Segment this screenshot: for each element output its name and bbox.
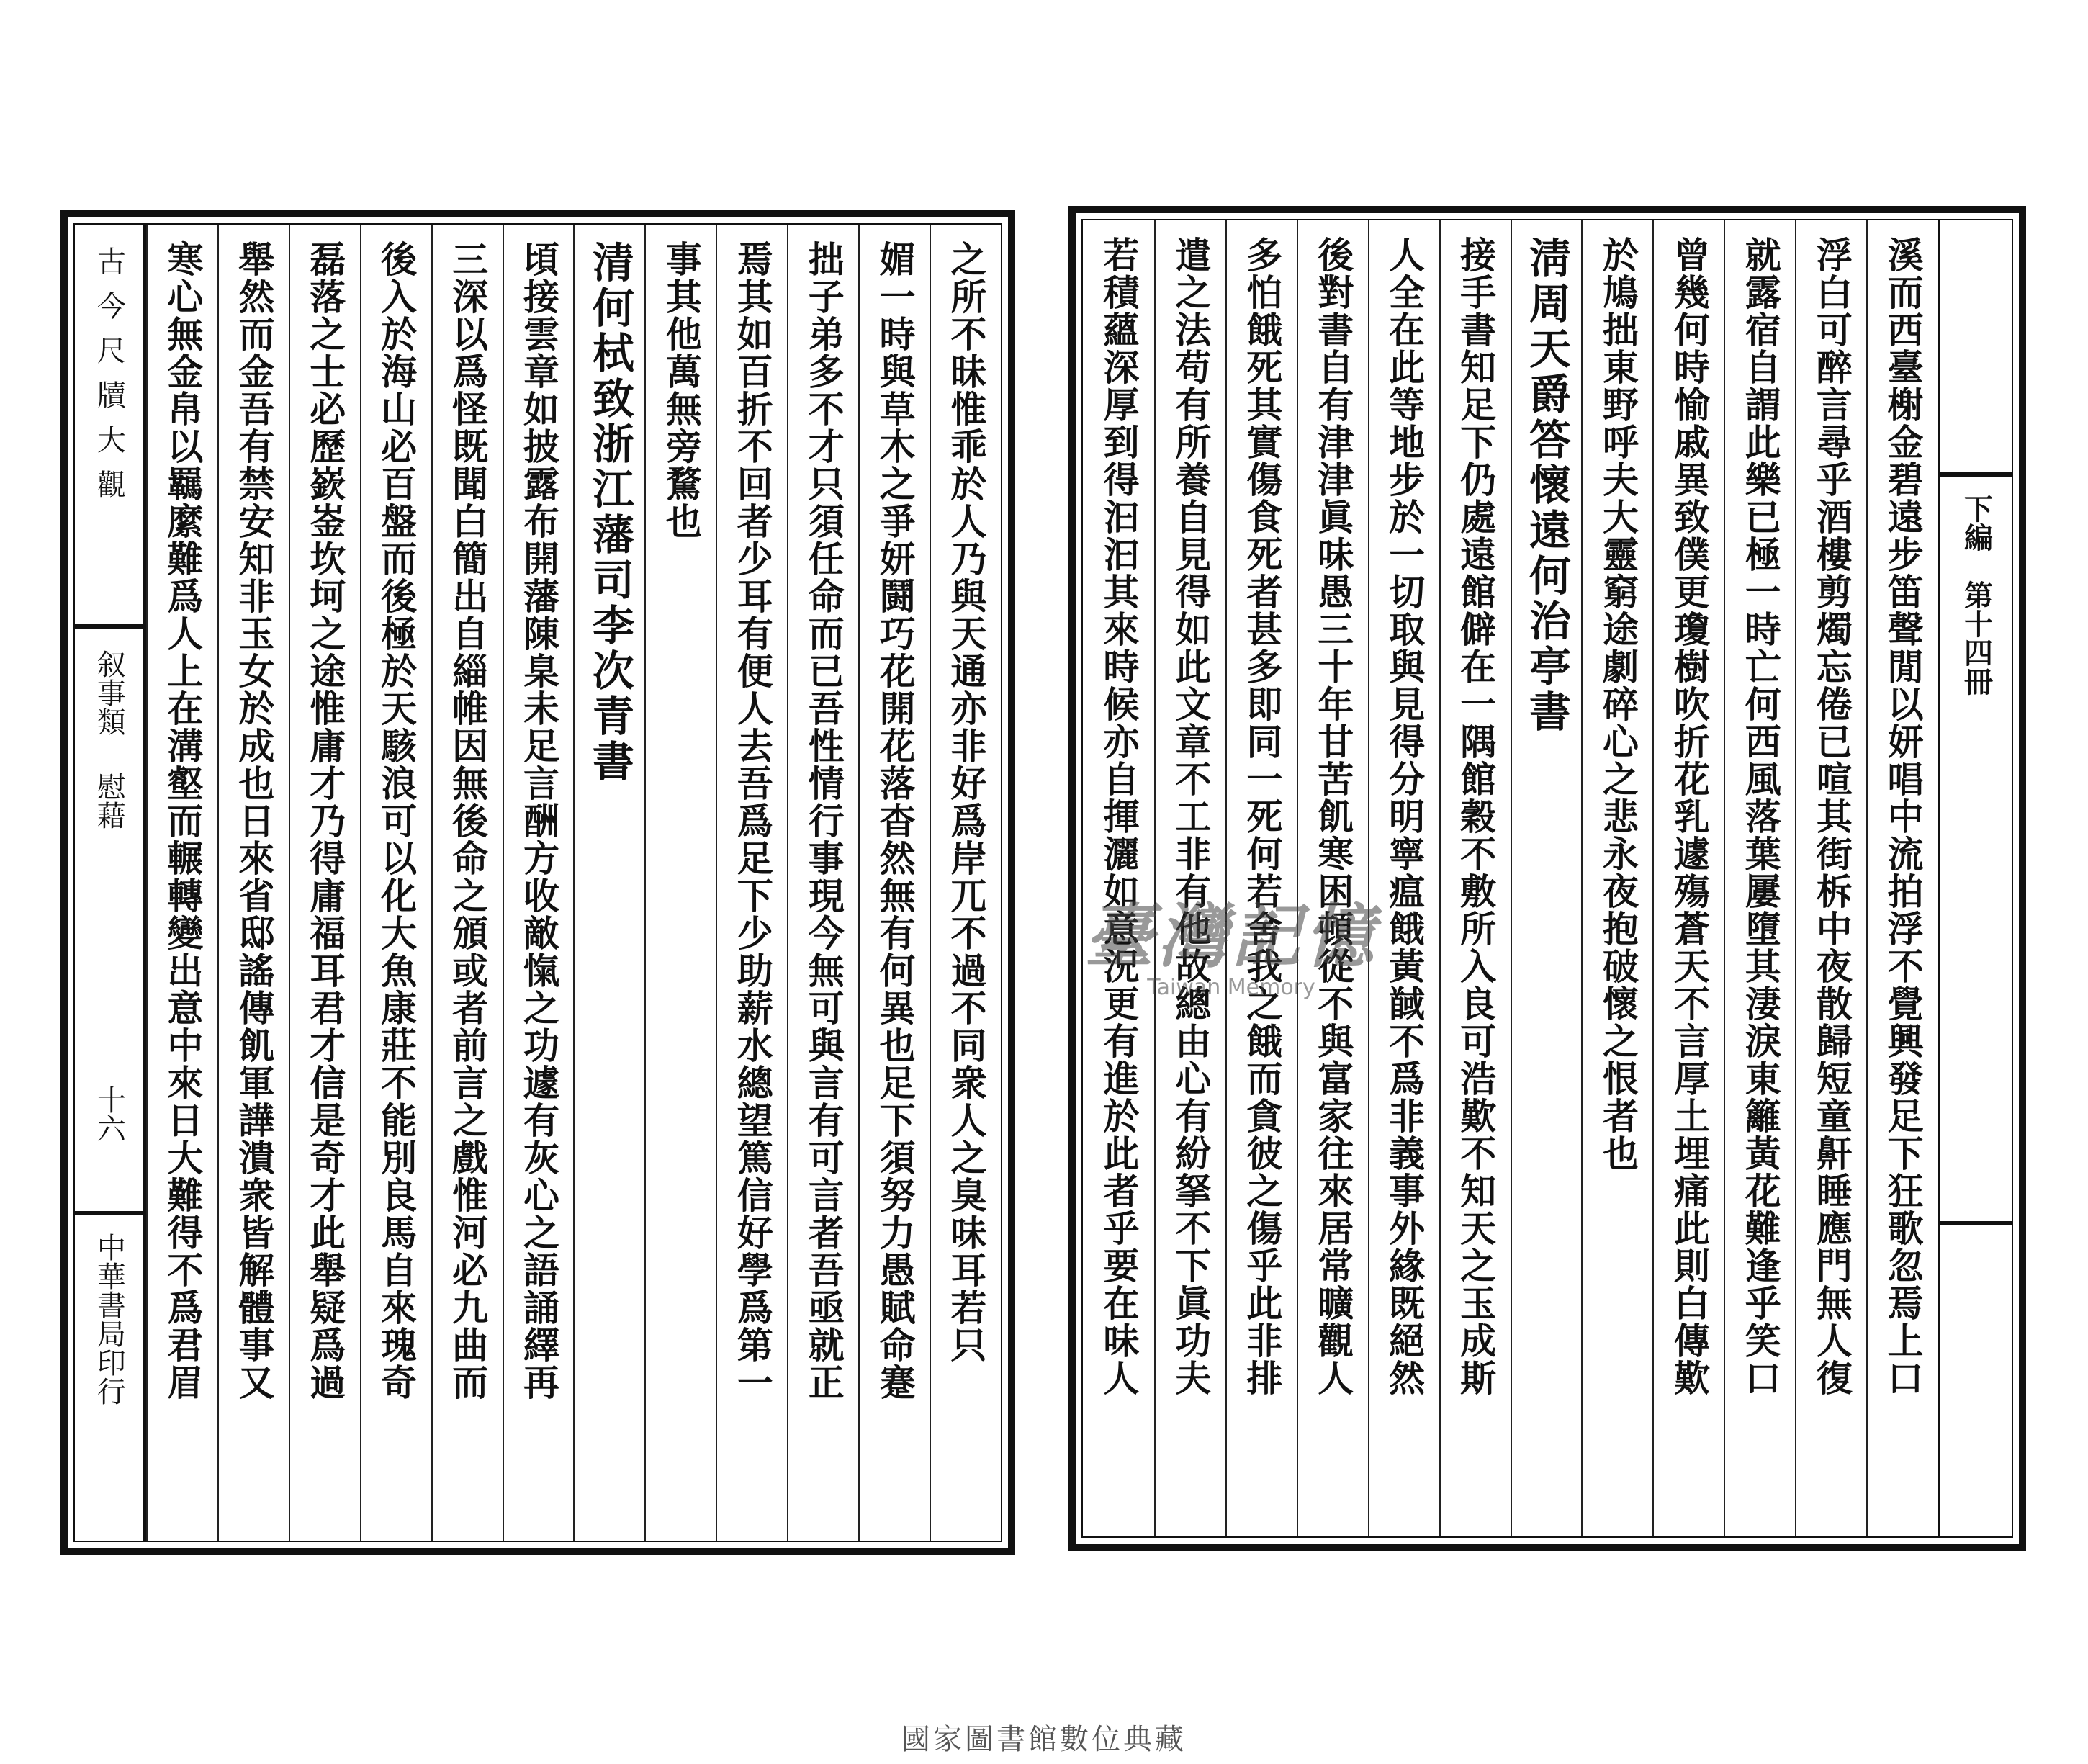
right-page-columns xyxy=(1083,220,2012,1536)
text-column xyxy=(360,225,431,1541)
column-text: 浮白可醉言尋乎酒樓剪燭忘倦已喧其街柝中夜散歸短童鼾睡應門無人復 xyxy=(1810,236,1853,1397)
text-column xyxy=(1652,220,1724,1536)
column-text: 於鳩拙東野呼夫大靈窮途劇碎心之悲永夜抱破懷之恨者也 xyxy=(1596,236,1639,1172)
column-text: 舉然而金吾有禁安知非玉女於成也日來省邸謠傳飢軍譁潰衆皆解體事又 xyxy=(233,240,276,1401)
letter-title: 淸周天爵答懷遠何治亭書 xyxy=(1522,236,1572,735)
page-number-block xyxy=(75,1085,143,1143)
volume-block xyxy=(1940,494,2012,552)
column-text: 頃接雲章如披露布開藩陳臬未足言酬方收敵愾之功遽有灰心之語誦繹再 xyxy=(518,240,560,1401)
text-column xyxy=(1154,220,1225,1536)
left-page xyxy=(60,210,1015,1555)
column-text: 若積蘊深厚到得汩汩其來時候亦自揮灑如意況更有進於此者乎要在味人 xyxy=(1097,236,1140,1397)
text-column xyxy=(1724,220,1795,1536)
column-text: 之所不昧惟乖於人乃與天通亦非好爲岸兀不過不同衆人之臭味耳若只 xyxy=(945,240,988,1364)
printer-block xyxy=(75,1233,143,1405)
column-text: 三深以爲怪既聞白簡出自緇帷因無後命之頒或者前言之戲惟河必九曲而 xyxy=(446,240,490,1401)
text-column xyxy=(1225,220,1297,1536)
column-text: 媚一時與草木之爭妍鬪巧花開花落杳然無有何異也足下須努力愚賦命蹇 xyxy=(873,240,917,1401)
letter-title-column xyxy=(573,225,644,1541)
column-text: 焉其如百折不回者少耳有便人去吾爲足下少助薪水總望篤信好學爲第一 xyxy=(731,240,774,1401)
subsection-block xyxy=(75,772,143,829)
left-page-columns xyxy=(75,225,1001,1541)
column-text: 接手書知足下仍處遠館僻在一隅館穀不敷所入良可浩歎不知天之玉成斯 xyxy=(1454,236,1498,1397)
text-column xyxy=(1795,220,1866,1536)
column-text: 拙子弟多不才只須任命而已吾性情行事現今無可與言有可言者吾亟就正 xyxy=(802,240,845,1401)
margin-rule xyxy=(75,1211,143,1215)
column-text: 人全在此等地步於一切取與見得分明寧瘟餓黃馘不爲非義事外緣既絕然 xyxy=(1383,236,1426,1397)
column-text: 多怕餓死其實傷食死者甚多即同一死何若舍我之餓而貪彼之傷乎此非排 xyxy=(1241,236,1284,1397)
column-text: 磊落之士必歷嶔崟坎坷之途惟庸才乃得庸福耳君才信是奇才此舉疑爲過 xyxy=(304,240,347,1401)
library-caption: 國家圖書館數位典藏 xyxy=(901,1723,1187,1756)
column-text: 就露宿自謂此樂已極一時亡何西風落葉屢墮其淒淚東籬黃花難逢乎笑口 xyxy=(1739,236,1782,1397)
issue-label: 第十四冊 xyxy=(1959,580,1994,696)
text-column xyxy=(787,225,858,1541)
book-title: 古今尺牘大觀 xyxy=(92,246,126,514)
section-block xyxy=(75,649,143,736)
text-column xyxy=(289,225,360,1541)
column-text: 寒心無金帛以羈縻難爲人上在溝壑而輾轉變出意中來日大難得不爲君眉 xyxy=(161,240,204,1401)
column-text: 溪而西臺榭金碧遠步笛聲閒以妍唱中流拍浮不覺興發足下狂歌忽焉上口 xyxy=(1881,236,1925,1397)
text-column xyxy=(1083,220,1154,1536)
watermark-chinese: 臺灣記憶 xyxy=(1084,896,1378,977)
text-column xyxy=(1581,220,1652,1536)
text-column xyxy=(146,225,217,1541)
text-column xyxy=(644,225,716,1541)
text-column xyxy=(1439,220,1511,1536)
issue-block xyxy=(1940,580,2012,696)
margin-rule xyxy=(1940,1221,2012,1225)
page-number: 十六 xyxy=(92,1085,126,1143)
text-column xyxy=(431,225,503,1541)
letter-title-column xyxy=(1511,220,1582,1536)
margin-rule xyxy=(75,624,143,629)
right-page-margin-strip xyxy=(1938,220,2012,1536)
subsection-label: 慰藉 xyxy=(92,772,126,829)
text-column xyxy=(930,225,1001,1541)
volume-label: 下編 xyxy=(1959,494,1994,552)
watermark-english: Taiwan Memory xyxy=(1147,975,1315,1000)
text-column xyxy=(858,225,930,1541)
text-column xyxy=(1866,220,1938,1536)
column-text: 遣之法苟有所養自見得如此文章不工非有他故總由心有紛拏不下眞功夫 xyxy=(1169,236,1212,1397)
text-column xyxy=(1297,220,1368,1536)
text-column xyxy=(503,225,574,1541)
margin-rule xyxy=(1940,472,2012,477)
column-text: 事其他萬無旁騖也 xyxy=(660,240,703,540)
column-text: 後對書自有津津眞味愚三十年甘苦飢寒困頓從不與富家往來居常曠觀人 xyxy=(1312,236,1355,1397)
letter-title: 清何栻致浙江藩司李次青書 xyxy=(585,240,634,785)
text-column xyxy=(716,225,787,1541)
section-label: 叙事類 xyxy=(92,649,126,736)
text-column xyxy=(1368,220,1439,1536)
left-page-margin-strip xyxy=(75,225,146,1541)
column-text: 曾幾何時愉戚異致僕更瓊樹吹折花乳遽殤蒼天不言厚土埋痛此則白傳歎 xyxy=(1668,236,1711,1397)
column-text: 後入於海山必百盤而後極於天駭浪可以化大魚康莊不能別良馬自來瑰奇 xyxy=(375,240,418,1401)
printer-label: 中華書局印行 xyxy=(92,1233,126,1405)
right-page xyxy=(1068,206,2026,1551)
book-title-block xyxy=(75,246,143,514)
watermark xyxy=(1044,882,1418,1000)
text-column xyxy=(217,225,289,1541)
